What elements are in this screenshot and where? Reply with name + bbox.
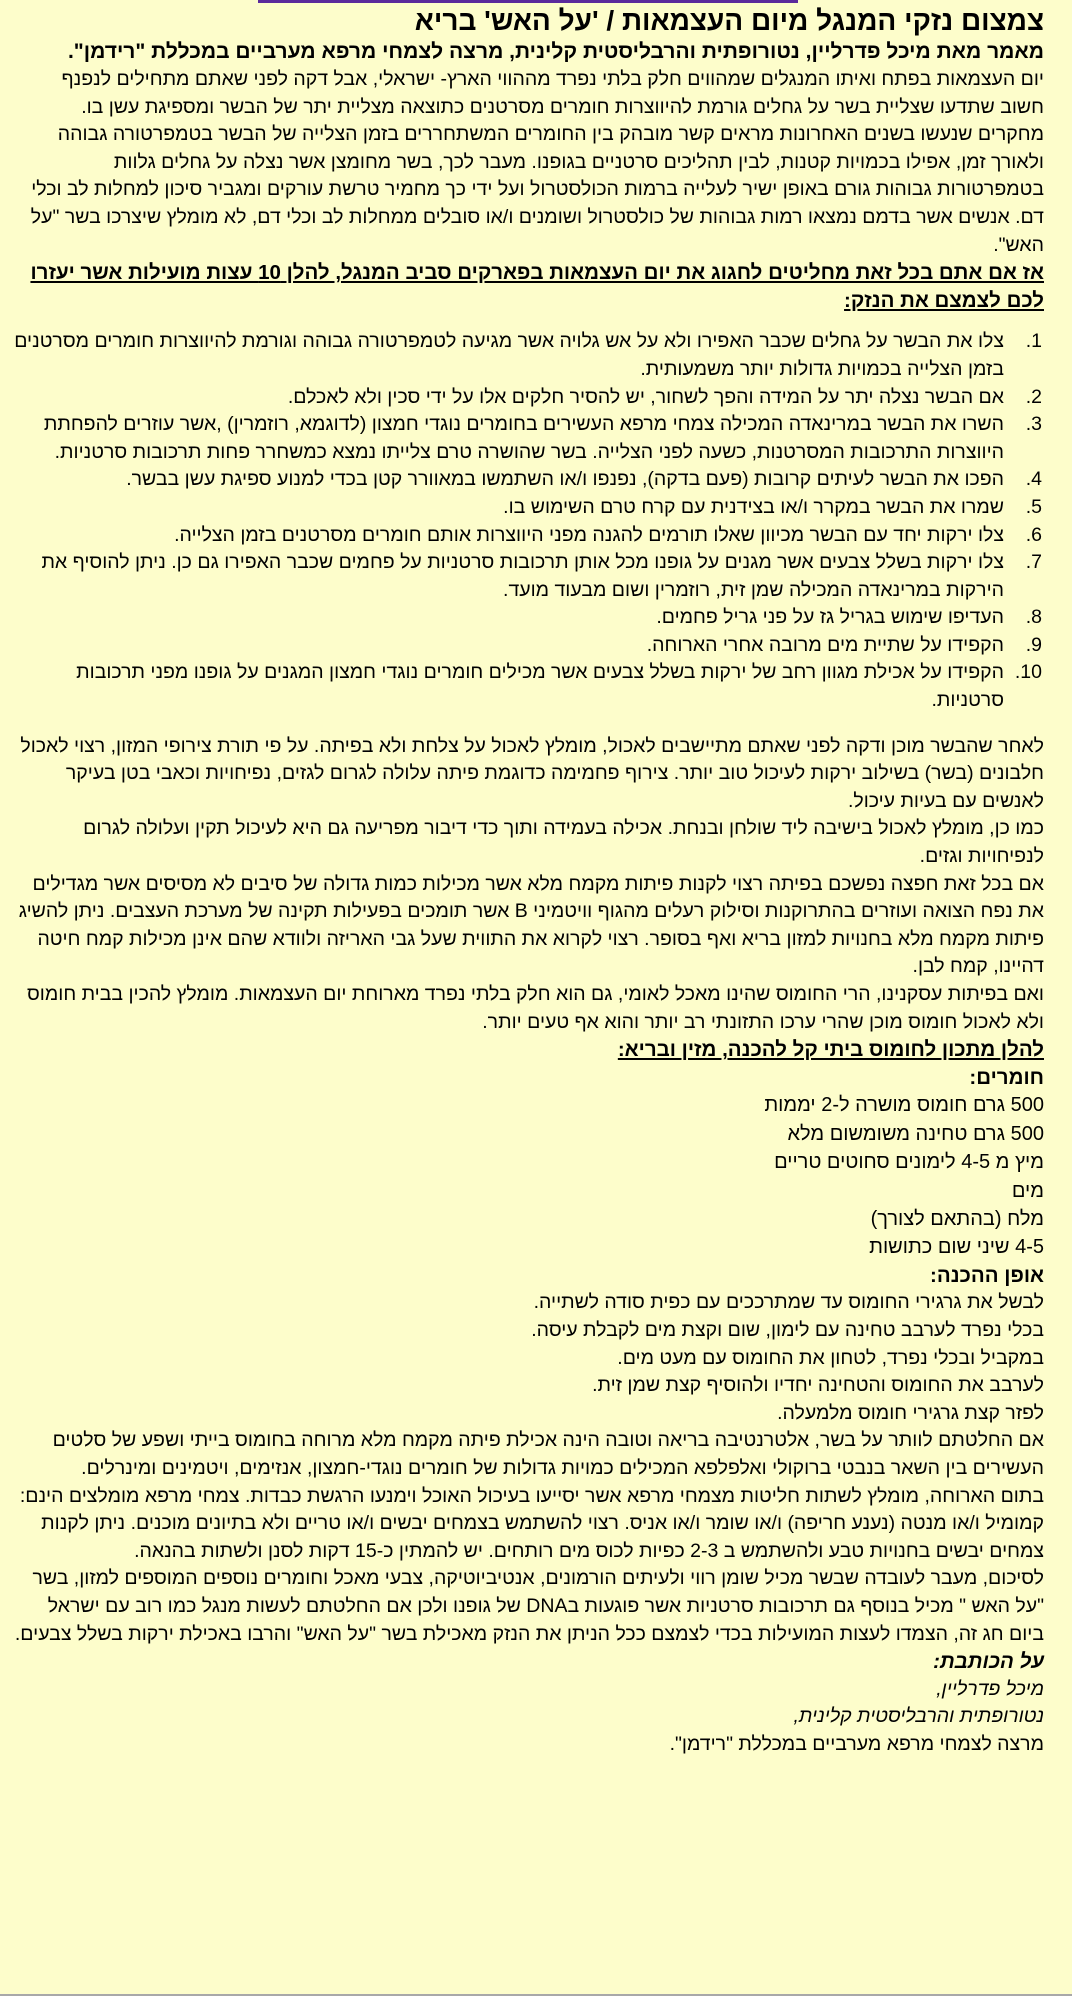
intro-paragraph: יום העצמאות בפתח ואיתו המנגלים שמהווים חלק בלתי נפרד מההווי הארץ- ישראלי, אבל דקה לפני שאתם מתחילים לנפנף חשוב שתדעו שצליית בשר על גחלים גורמת להיווצרות חומרים מסרטנים כתוצאה מצליית יתר של הבשר ומספיגת עשן בו. מחקרים שנעשו בשנים האחרונות מראים קשר מובהק בין החומרים המשתחררים בזמן הצלייה של הבשר בטמפרטורה גבוהה ולאורך זמן, אפילו בכמויות קטנות, לבין תהליכים סרטניים בגופנו. מעבר לכך, בשר מחומצן אשר נצלה על גחלים גלוות בטמפרטורות גבוהות גורם באופן ישיר לעלייה ברמות הכולסטרול ועל ידי כך מחמיר טרשת עורקים ומגביר סיכון למחלות לב וכלי דם. אנשים אשר בדמם נמצאו רמות גבוהות של כולסטרול ושומנים ו/או סובלים ממחלות לב וכלי דם, לא מומלץ שיצרכו בשר "על האש".	[30, 68, 1044, 256]
tip-text: צלו את הבשר על גחלים שכבר האפירו ולא על אש גלויה אשר מגיעה לטמפרטורה גבוהה וגורמת להיווצרות חומרים מסרטנים בזמן הצלייה בכמויות גדולות יותר משמעותית.	[14, 330, 1004, 380]
paragraph-sitting: כמו כן, מומלץ לאכול בישיבה ליד שולחן ובנחת. אכילה בעמידה ותוך כדי דיבור מפריעה גם היא לעיכול תקין ועלולה לגרום לנפיחויות וגזים.	[83, 817, 1044, 868]
ingredients-label: חומרים:	[969, 1065, 1044, 1089]
list-item	[14, 522, 1042, 550]
paragraph-summary: לסיכום, מעבר לעובדה שבשר מכיל שומן רווי ולעיתים הורמונים, אנטיביוטיקה, צבעי מאכל וחומרים נוספים המוספים למזון, בשר "על האש " מכיל בנוסף גם תרכובות סרטניות אשר פוגעות בDNA של גופנו ולכן אם החלטתם לעשות מנגל כמו רוב עם ישראל ביום חג זה, הצמדו לעצות המועילות בכדי לצמצם ככל הניתן את הנזק מאכילת בשר "על האש" והרבו באכילת ירקות בשלל צבעים.	[14, 1567, 1044, 1645]
tip-number: 3.	[1025, 413, 1042, 436]
paragraph-pita: אם בכל זאת חפצה נפשכם בפיתה רצוי לקנות פיתות מקמח מלא אשר מכילות כמות גדולה של סיבים לא מסיסים אשר מגדילים את נפח הצואה ועוזרים בהתרוקנות וסילוק רעלים מהגוף וויטמיני B אשר תומכים בפעילות תקינה של מערכת העצבים. ניתן להשיג פיתות מקמח מלא בחנויות למזון בריא ואף בסופר. רצוי לקרוא את התווית שעל גבי האריזה ולוודא שהם אינן מכילות קמח חיטה דהיינו, קמח לבן.	[18, 872, 1044, 978]
paragraph-hummus: ואם בפיתות עסקנינו, הרי החומוס שהינו מאכל לאומי, גם הוא חלק בלתי נפרד מארוחת יום העצמאות. מומלץ להכין בבית חומוס ולא לאכול חומוס מוכן שהרי ערכו התזונתי רב יותר והוא אף טעים יותר.	[27, 983, 1044, 1033]
author-lecturer: מרצה לצמחי מרפא מערביים במכללת "רידמן".	[669, 1732, 1044, 1755]
ingredients-list	[14, 1091, 1044, 1261]
author-role: נטורופתית והרבליסטית קלינית,	[793, 1705, 1044, 1728]
tips-intro: אז אם אתם בכל זאת מחליטים לחגוג את יום העצמאות בפארקים סביב המנגל, להלן 10 עצות מועילות אשר יעזרו לכם לצמצם את הנזק:	[30, 261, 1044, 312]
tip-number: 1.	[1025, 330, 1042, 353]
tip-text: אם הבשר נצלה יתר על המידה והפך לשחור, יש להסיר חלקים אלו על ידי סכין ולא לאכלם.	[287, 385, 1004, 408]
list-item: לערבב את החומוס והטחינה יחדיו ולהוסיף קצת שמן זית.	[592, 1374, 1044, 1397]
list-item	[14, 549, 1042, 604]
method-label: אופן ההכנה:	[930, 1263, 1044, 1287]
tip-text: הקפידו על אכילת מגוון רחב של ירקות בשלל צבעים אשר מכילים חומרים נוגדי חמצון המגנים על גופנו מפני תרכובות סרטניות.	[76, 661, 1004, 712]
method-steps	[14, 1289, 1044, 1427]
paragraph-plate: לאחר שהבשר מוכן ודקה לפני שאתם מתיישבים לאכול, מומלץ לאכול על צלחת ולא בפיתה. על פי תורת צירופי המזון, רצוי לאכול חלבונים (בשר) בשילוב ירקות לעיכול טוב יותר. צירוף פחמימה כדוגמת פיתה עלולה לגרום לגזים, נפיחויות וכאבי בטן בעיקר לאנשים עם בעיות עיכול.	[20, 734, 1044, 812]
list-item	[14, 328, 1042, 383]
list-item: 500 גרם טחינה משומשום מלא	[787, 1122, 1044, 1145]
tip-text: צלו ירקות בשלל צבעים אשר מגנים על גופנו מכל אותן תרכובות סרטניות על פחמים שכבר האפירו גם כן. ניתן להוסיף את הירקות במרינאדה המכילה שמן זית, רוזמרין ושום מבעוד מועד.	[41, 551, 1004, 601]
list-item: במקביל ובכלי נפרד, לטחון את החומוס עם מעט מים.	[617, 1346, 1044, 1369]
list-item	[14, 384, 1042, 412]
tip-number: 9.	[1025, 633, 1042, 656]
list-item: 500 גרם חומוס מושרה ל-2 יממות	[764, 1094, 1044, 1117]
author-name: מיכל פדרליין,	[936, 1677, 1044, 1700]
list-item: מים	[1011, 1179, 1044, 1202]
article-subtitle: מאמר מאת מיכל פדרליין, נטורופתית והרבליסטית קלינית, מרצה לצמחי מרפא מערביים במכללת "רידמן".	[67, 40, 1044, 63]
tip-text: צלו ירקות יחד עם הבשר מכיוון שאלו תורמים להגנה מפני היווצרות אותם חומרים מסרטנים בזמן הצלייה.	[174, 523, 1004, 546]
top-link-stripe	[258, 0, 798, 3]
tip-text: הפכו את הבשר לעיתים קרובות (פעם בדקה), נפנפו ו/או השתמשו במאוורר קטן בכדי למנוע ספיגת עשן בבשר.	[126, 468, 1004, 491]
paragraph-vegetarian: אם החלטתם לוותר על בשר, אלטרנטיבה בריאה וטובה הינה אכילת פיתה מקמח מלא מרוחה בחומוס בייתי ושפע של סלטים העשירים בין השאר בנבטי ברוקולי ואלפלפא המכילים כמויות גדולות של חומרים נוגדי-חמצון, אנזימים, ויטמינים ומינרלים.	[52, 1429, 1044, 1479]
list-item	[14, 659, 1042, 714]
tip-number: 4.	[1025, 468, 1042, 491]
list-item: לבשל את גרגירי החומוס עד שמתרככים עם כפית סודה לשתייה.	[533, 1291, 1044, 1314]
tip-number: 2.	[1025, 385, 1042, 408]
recipe-title: להלן מתכון לחומוס ביתי קל להכנה, מזין ובריא:	[617, 1038, 1044, 1062]
tip-number: 8.	[1025, 606, 1042, 629]
tips-list	[14, 328, 1044, 714]
tip-number: 5.	[1025, 495, 1042, 518]
tip-text: שמרו את הבשר במקרר ו/או בצידנית עם קרח טרם השימוש בו.	[503, 495, 1004, 518]
list-item	[14, 411, 1042, 466]
list-item	[14, 466, 1042, 494]
article-body	[14, 4, 1044, 1759]
list-item: מיץ מ 4-5 לימונים סחוטים טריים	[774, 1151, 1044, 1174]
list-item	[14, 494, 1042, 522]
list-item: מלח (בהתאם לצורך)	[870, 1208, 1044, 1230]
tip-number: 10.	[1014, 661, 1042, 684]
tip-text: העדיפו שימוש בגריל גז על פני גריל פחמים.	[656, 606, 1004, 629]
tip-number: 7.	[1025, 551, 1042, 574]
list-item	[14, 604, 1042, 632]
article-title: צמצום נזקי המנגל מיום העצמאות / 'על האש' בריא	[414, 5, 1044, 36]
list-item	[14, 632, 1042, 660]
tip-number: 6.	[1025, 523, 1042, 546]
paragraph-herbs: בתום הארוחה, מומלץ לשתות חליטות מצמחי מרפא אשר יסייעו בעיכול האוכל וימנעו הרגשת כבדות. צמחי מרפא מומלצים הינם: קמומיל ו/או מנטה (נענע חריפה) ו/או שומר ו/או אניס. רצוי להשתמש בצמחים יבשים ו/או טריים ולא בתיונים מוכנים. ניתן לקנות צמחים יבשים בחנויות טבע ולהשתמש ב 2-3 כפיות לכוס מים רותחים. יש להמתין כ-15 דקות לסנן ולשתות בהנאה.	[19, 1484, 1044, 1562]
tip-text: השרו את הבשר במרינאדה המכילה צמחי מרפא העשירים בחומרים נוגדי חמצון (לדוגמא, רוזמרין) ,אשר עוזרים להפחתת היווצרות התרכובות המסרטנות, כשעה לפני הצלייה. בשר שהושרה טרם צלייתו נמצא כמשחרר פחות תרכובות סרטניות.	[43, 413, 1004, 463]
list-item: לפזר קצת גרגירי חומוס מלמעלה.	[777, 1401, 1044, 1424]
tip-text: הקפידו על שתיית מים מרובה אחרי הארוחה.	[646, 633, 1004, 656]
list-item: בכלי נפרד לערבב טחינה עם לימון, שום וקצת מים לקבלת עיסה.	[531, 1319, 1044, 1341]
author-heading: על הכותבת:	[933, 1650, 1044, 1674]
list-item: 4-5 שיני שום כתושות	[869, 1236, 1044, 1259]
